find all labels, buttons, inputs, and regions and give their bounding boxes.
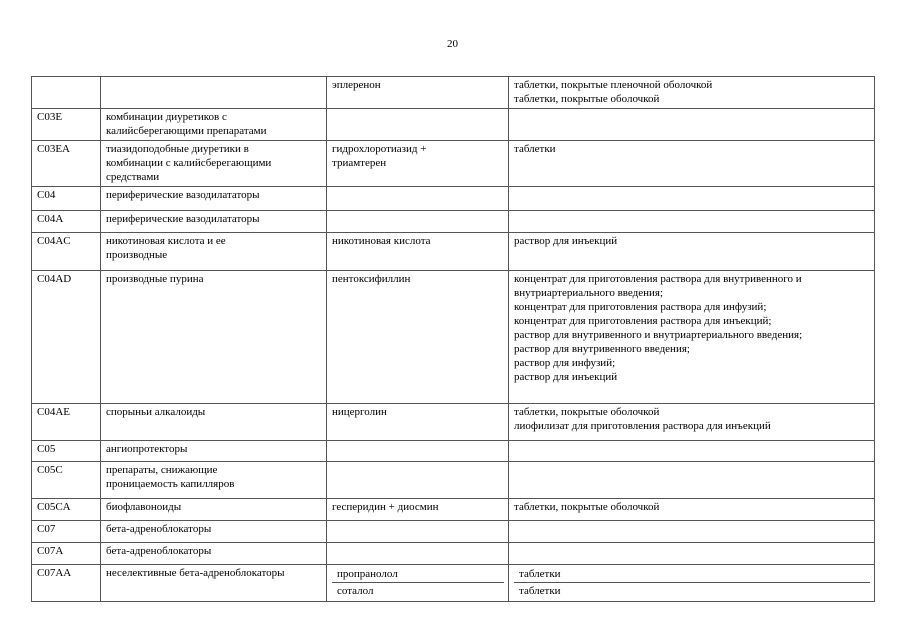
table-row — [32, 211, 875, 233]
group-name-cell-line: комбинации диуретиков с — [106, 111, 227, 123]
group-name-cell — [101, 462, 327, 499]
drug-name-cell — [327, 441, 509, 462]
group-name-cell-line: ангиопротекторы — [106, 443, 188, 455]
dosage-form-cell-line: раствор для внутривенного введения; — [514, 343, 690, 355]
drug-name-cell-line: пентоксифиллин — [332, 273, 411, 285]
dosage-form-cell-line: таблетки, покрытые пленочной оболочкой — [514, 79, 713, 91]
atc-code-cell: C05 — [32, 441, 101, 462]
group-name-cell — [101, 211, 327, 233]
group-name-cell — [101, 499, 327, 521]
atc-code-cell — [32, 77, 101, 109]
drug-name-cell — [327, 211, 509, 233]
group-name-cell — [101, 109, 327, 141]
table-row — [32, 404, 875, 441]
table-row — [32, 441, 875, 462]
group-name-cell-line: производные пурина — [106, 273, 204, 285]
dosage-form-cell — [509, 109, 875, 141]
drug-name-cell — [327, 77, 509, 109]
drug-name-cell — [327, 233, 509, 271]
table-row — [32, 233, 875, 271]
drug-name-cell — [327, 404, 509, 441]
dosage-form-cell — [509, 565, 875, 602]
dosage-form-cell — [509, 233, 875, 271]
group-name-cell — [101, 404, 327, 441]
drug-name-cell — [327, 271, 509, 404]
drug-name-cell-line: никотиновая кислота — [332, 235, 431, 247]
atc-code-cell: C04 — [32, 187, 101, 211]
drug-name-cell — [327, 543, 509, 565]
drug-name-cell — [327, 521, 509, 543]
group-name-cell — [101, 187, 327, 211]
group-name-cell-line: бета-адреноблокаторы — [106, 545, 212, 557]
group-name-cell-line: периферические вазодилататоры — [106, 189, 260, 201]
atc-code-cell: C07 — [32, 521, 101, 543]
group-name-cell — [101, 233, 327, 271]
drug-name-cell — [327, 565, 509, 602]
group-name-cell-line: спорыньи алкалоиды — [106, 406, 206, 418]
dosage-form-subcell: таблетки — [519, 568, 561, 580]
table-row — [32, 521, 875, 543]
page-number: 20 — [447, 38, 458, 50]
dosage-form-cell — [509, 521, 875, 543]
group-name-cell-line: комбинации с калийсберегающими — [106, 157, 272, 169]
table-row — [32, 187, 875, 211]
atc-code-cell: C07AA — [32, 565, 101, 602]
dosage-form-cell — [509, 187, 875, 211]
dosage-form-cell — [509, 211, 875, 233]
dosage-form-cell — [509, 271, 875, 404]
table-row — [32, 543, 875, 565]
dosage-form-cell — [509, 499, 875, 521]
group-name-cell-line: проницаемость капилляров — [106, 478, 235, 490]
table-row — [32, 77, 875, 109]
atc-code-cell: C03E — [32, 109, 101, 141]
drug-name-subcell: соталол — [332, 582, 504, 599]
dosage-form-cell — [509, 404, 875, 441]
drug-name-subcell: пропранолол — [337, 568, 398, 580]
group-name-cell-line: средствами — [106, 171, 160, 183]
drug-name-cell-line: эплеренон — [332, 79, 381, 91]
drug-name-cell — [327, 141, 509, 187]
dosage-form-cell — [509, 543, 875, 565]
table-row — [32, 565, 875, 602]
dosage-form-cell-line: раствор для внутривенного и внутриартериального введения; — [514, 329, 803, 341]
dosage-form-cell-line: таблетки — [514, 143, 556, 155]
dosage-form-cell — [509, 141, 875, 187]
drug-table-body — [32, 77, 875, 602]
dosage-form-cell-line: таблетки, покрытые оболочкой — [514, 501, 660, 513]
drug-name-cell — [327, 187, 509, 211]
dosage-form-cell-line: таблетки, покрытые оболочкой — [514, 406, 660, 418]
group-name-cell — [101, 543, 327, 565]
table-row — [32, 271, 875, 404]
group-name-cell: неселективные бета-адреноблокаторы — [101, 565, 327, 602]
table-row — [32, 141, 875, 187]
drug-name-cell — [327, 109, 509, 141]
group-name-cell-line: препараты, снижающие — [106, 464, 218, 476]
group-name-cell-line: биофлавоноиды — [106, 501, 182, 513]
group-name-cell — [101, 521, 327, 543]
dosage-form-cell-line: раствор для инъекций — [514, 371, 618, 383]
atc-code-cell: C07A — [32, 543, 101, 565]
group-name-cell — [101, 271, 327, 404]
dosage-form-cell-line: концентрат для приготовления раствора для инфузий; — [514, 301, 767, 313]
group-name-cell-line: тиазидоподобные диуретики в — [106, 143, 249, 155]
dosage-form-cell-line: раствор для инъекций — [514, 235, 618, 247]
dosage-form-cell-line: раствор для инфузий; — [514, 357, 616, 369]
table-row — [32, 109, 875, 141]
atc-code-cell: C05C — [32, 462, 101, 499]
atc-code-cell: C04AC — [32, 233, 101, 271]
drug-name-cell-line: ницерголин — [332, 406, 387, 418]
drug-name-cell-line: гидрохлоротиазид + — [332, 143, 427, 155]
dosage-form-cell — [509, 77, 875, 109]
dosage-form-cell-line: концентрат для приготовления раствора для внутривенного и — [514, 273, 802, 285]
drug-name-cell — [327, 462, 509, 499]
drug-name-cell-line: гесперидин + диосмин — [332, 501, 439, 513]
dosage-form-cell-line: внутриартериального введения; — [514, 287, 664, 299]
drug-name-cell — [327, 499, 509, 521]
atc-code-cell: C05CA — [32, 499, 101, 521]
dosage-form-cell — [509, 441, 875, 462]
drug-name-cell-line: триамтерен — [332, 157, 387, 169]
atc-code-cell: C03EA — [32, 141, 101, 187]
group-name-cell-line: никотиновая кислота и ее — [106, 235, 226, 247]
dosage-form-subcell: таблетки — [514, 582, 870, 599]
drug-table — [31, 76, 875, 602]
group-name-cell-line: производные — [106, 249, 168, 261]
group-name-cell-line: бета-адреноблокаторы — [106, 523, 212, 535]
table-row — [32, 462, 875, 499]
table-row — [32, 499, 875, 521]
group-name-cell — [101, 77, 327, 109]
dosage-form-cell-line: лиофилизат для приготовления раствора для инъекций — [514, 420, 771, 432]
dosage-form-cell — [509, 462, 875, 499]
group-name-cell — [101, 141, 327, 187]
group-name-cell-line: калийсберегающими препаратами — [106, 125, 267, 137]
atc-code-cell: C04AE — [32, 404, 101, 441]
dosage-form-cell-line: таблетки, покрытые оболочкой — [514, 93, 660, 105]
dosage-form-cell-line: концентрат для приготовления раствора для инъекций; — [514, 315, 772, 327]
group-name-cell-line: периферические вазодилататоры — [106, 213, 260, 225]
group-name-cell — [101, 441, 327, 462]
atc-code-cell: C04AD — [32, 271, 101, 404]
atc-code-cell: C04A — [32, 211, 101, 233]
